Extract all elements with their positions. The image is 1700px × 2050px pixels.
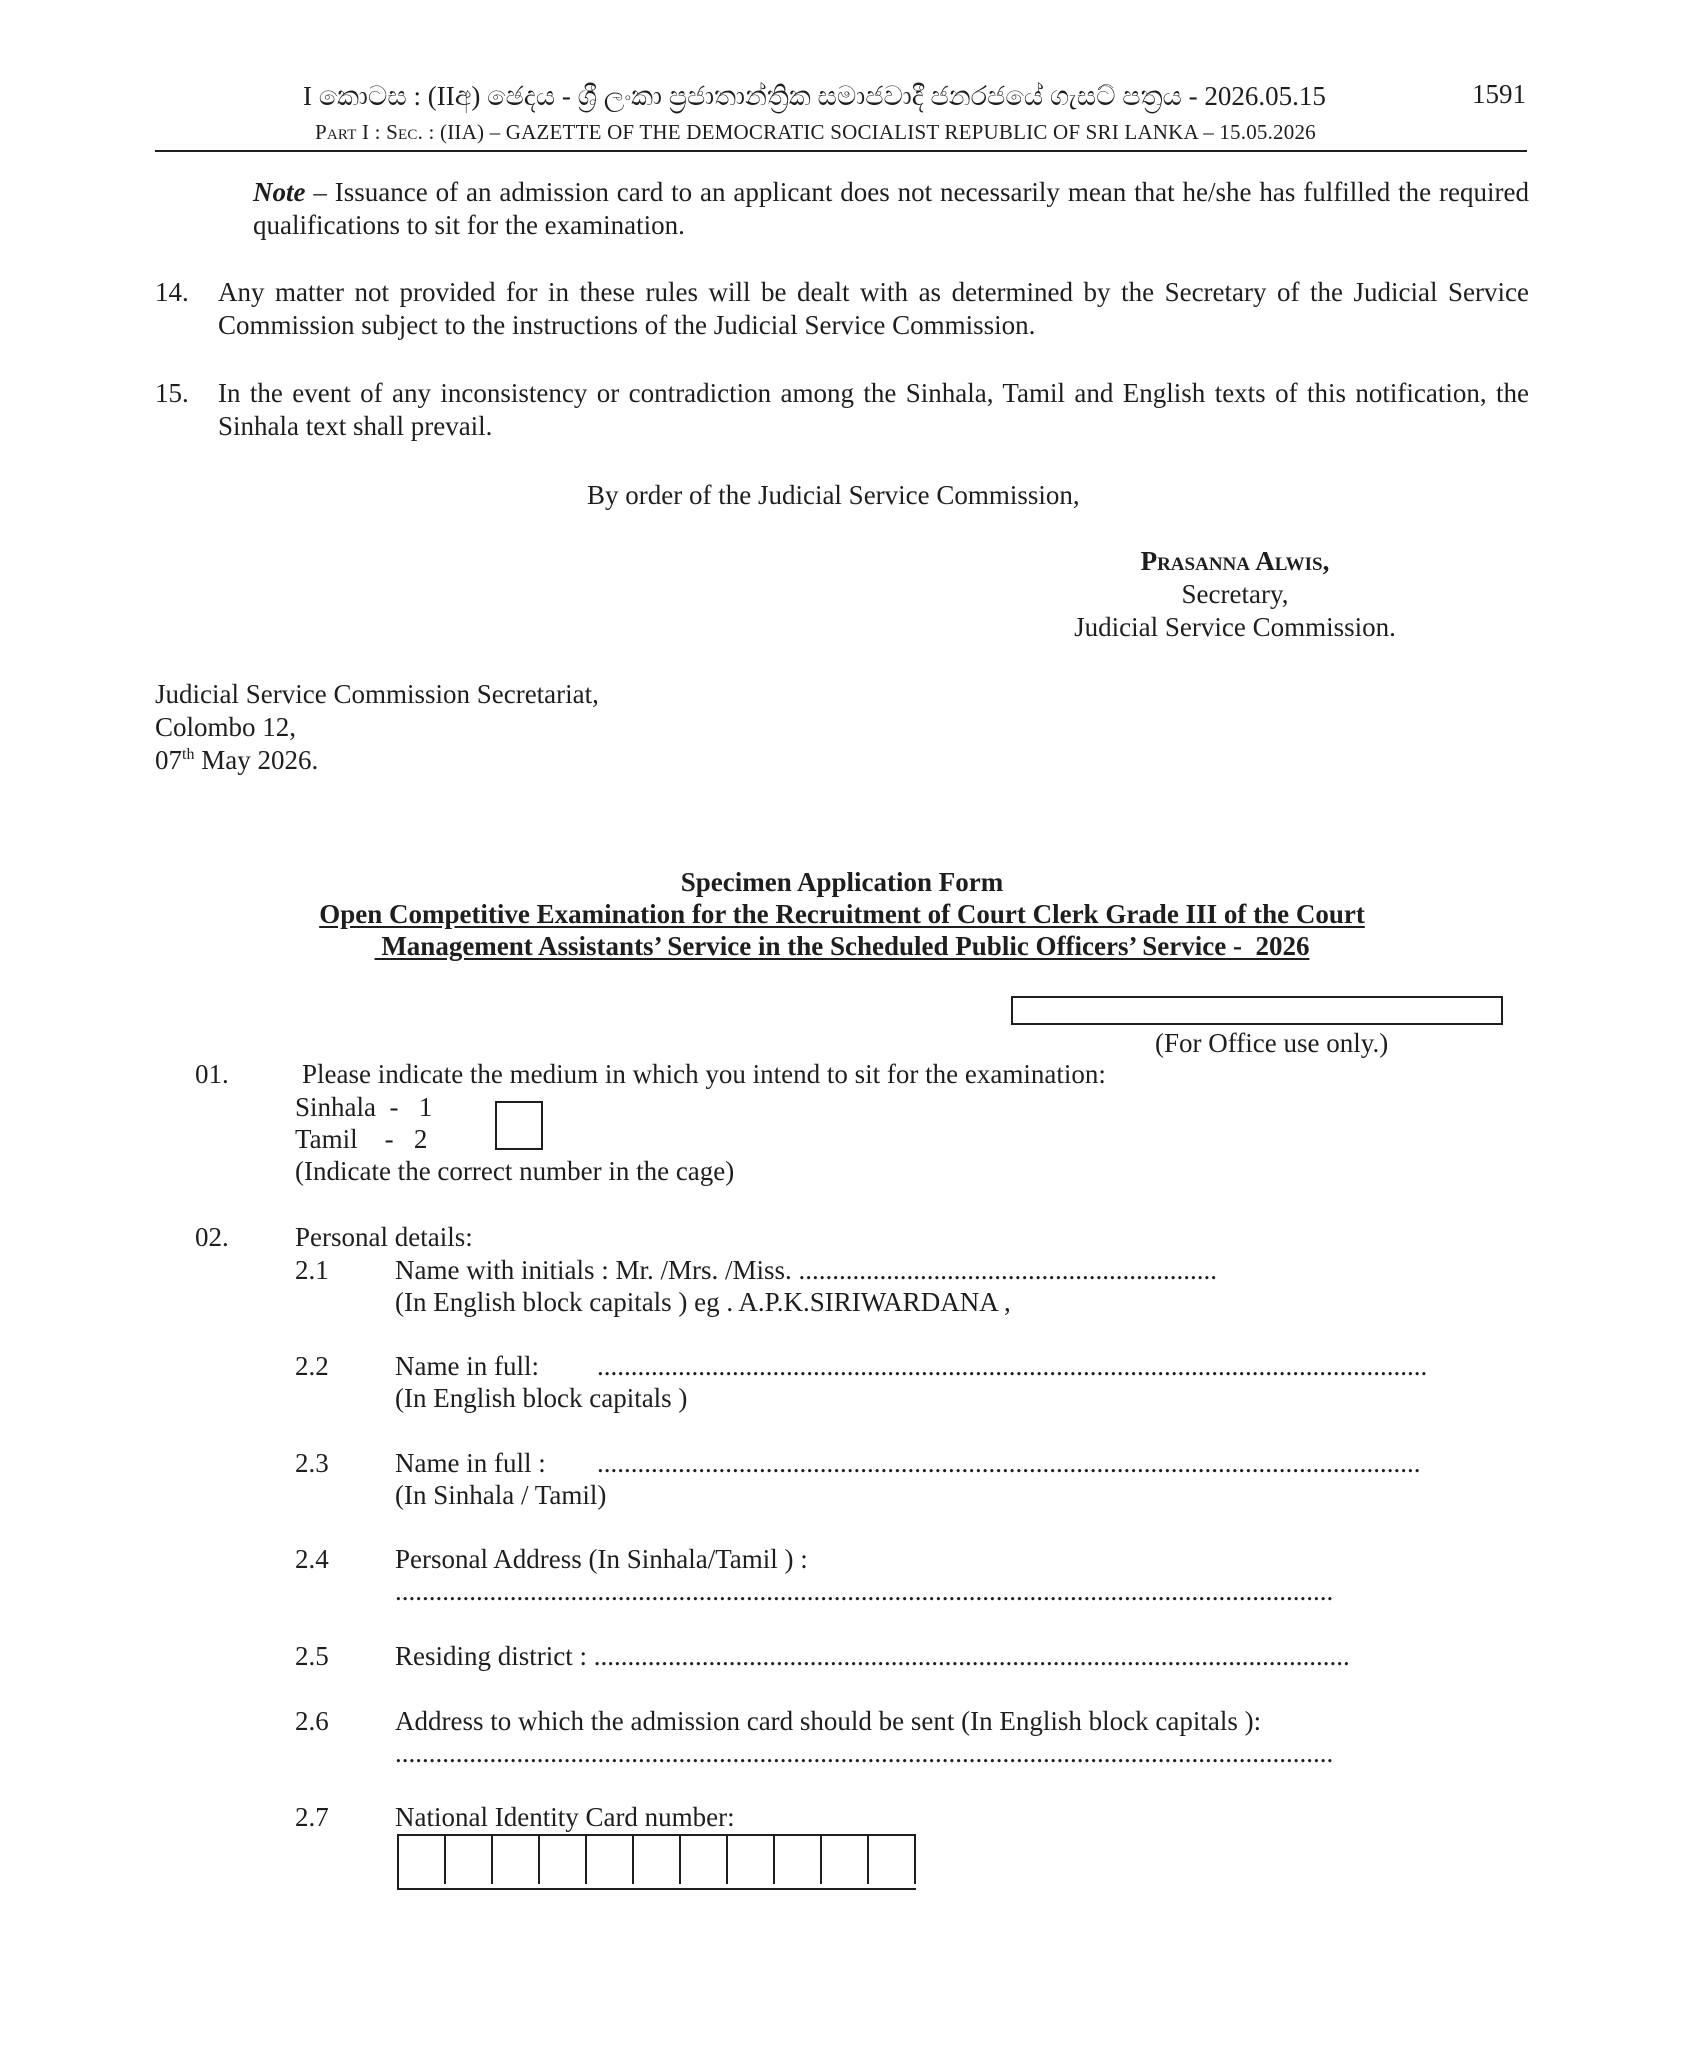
header-english-rest: : (IIA) – GAZETTE OF THE DEMOCRATIC SOCIALIST REPUBLIC OF SRI LANKA – 15.05.2026 [423,120,1316,144]
signatory-name: Prasanna Alwis, [1140,546,1330,576]
date-day: 07 [155,745,182,775]
nic-digit-cell[interactable] [399,1836,446,1884]
header-sec: Sec. [386,120,424,144]
signatory-organization: Judicial Service Commission. [1074,612,1396,642]
header-part: Part I [315,120,370,144]
q02-label: Personal details: [295,1222,473,1252]
item-2-3-sub: (In Sinhala / Tamil) [395,1480,607,1510]
item-2-5-number: 2.5 [295,1641,329,1671]
q01-option-sinhala: Sinhala - 1 [295,1092,433,1122]
signatory-title: Secretary, [1181,579,1289,609]
clause-14-text: Any matter not provided for in these rules will be dealt with as determined by the Secretary of the Judicial Service Commission subject to the instructions of the Judicial Service Commission. [218,277,1529,340]
item-2-2-sub: (In English block capitals ) [395,1383,688,1413]
date-suffix: th [182,746,195,763]
item-2-4-number: 2.4 [295,1544,329,1574]
item-2-3-text: Name in full : [395,1448,546,1478]
clause-15-number: 15. [155,378,189,408]
item-2-7-text: National Identity Card number: [395,1802,735,1832]
address-line-2: Colombo 12, [155,712,297,742]
q02-number: 02. [195,1222,229,1252]
item-2-3-number: 2.3 [295,1448,329,1478]
item-2-4-text: Personal Address (In Sinhala/Tamil ) : [395,1544,808,1574]
signatory-block [1030,545,1440,644]
nic-digit-cell[interactable] [728,1836,775,1884]
nic-digit-cell[interactable] [587,1836,634,1884]
q01-option-tamil: Tamil - 2 [295,1124,428,1154]
item-2-2-text: Name in full: [395,1351,539,1381]
medium-number-cage[interactable] [495,1101,543,1150]
item-2-2-dots[interactable]: ........................................................................................................................... [597,1351,1428,1381]
item-2-6-dots[interactable]: ........................................................................................................................................... [395,1738,1334,1768]
header-rule [155,150,1527,152]
q01-instruction: (Indicate the correct number in the cage) [295,1156,735,1186]
item-2-7-number: 2.7 [295,1802,329,1832]
q01-text: Please indicate the medium in which you intend to sit for the examination: [302,1059,1106,1089]
address-line-1: Judicial Service Commission Secretariat, [155,679,599,709]
nic-digit-cell[interactable] [681,1836,728,1884]
clause-15-text: In the event of any inconsistency or contradiction among the Sinhala, Tamil and English texts of this notification, the Sinhala text shall prevail. [218,378,1529,441]
header-sinhala-line: I කොටස : (IIඅ) ඡෙදය - ශ්‍රී ලංකා ප්‍රජාතාන්ත්‍රික සමාජවාදී ජනරජයේ ගැසට් පත්‍රය - 2026.05.15 [303,81,1326,111]
nic-digit-cell[interactable] [634,1836,681,1884]
nic-digit-cell[interactable] [822,1836,869,1884]
nic-digit-cell[interactable] [446,1836,493,1884]
item-2-2-number: 2.2 [295,1351,329,1381]
header-english-line [315,116,1316,149]
item-2-5-text[interactable]: Residing district : ................................................................................................................ [395,1641,1350,1671]
note-paragraph [253,176,1529,242]
address-block [155,678,599,777]
item-2-6-number: 2.6 [295,1706,329,1736]
nic-digit-cell[interactable] [775,1836,822,1884]
office-use-label: (For Office use only.) [1155,1028,1389,1058]
item-2-6-text: Address to which the admission card should be sent (In English block capitals ): [395,1706,1262,1736]
nic-digit-cell[interactable] [869,1836,916,1884]
by-order-line: By order of the Judicial Service Commission, [587,480,1080,510]
note-text: – Issuance of an admission card to an applicant does not necessarily mean that he/she has fulfilled the required qualifications to sit for the examination. [253,177,1529,240]
q01-number: 01. [195,1059,229,1089]
item-2-4-dots[interactable]: ........................................................................................................................................... [395,1576,1334,1606]
nic-digit-cell[interactable] [493,1836,540,1884]
nic-number-grid [397,1834,916,1890]
office-use-box[interactable] [1011,996,1503,1025]
note-label: Note [253,177,306,207]
clause-14-number: 14. [155,277,189,307]
item-2-1-text[interactable]: Name with initials : Mr. /Mrs. /Miss. .............................................................. [395,1255,1218,1285]
item-2-1-number: 2.1 [295,1255,329,1285]
nic-digit-cell[interactable] [540,1836,587,1884]
item-2-1-sub: (In English block capitals ) eg . A.P.K.SIRIWARDANA , [395,1287,1011,1317]
page-number: 1591 [1472,79,1526,109]
form-subtitle-line-1: Open Competitive Examination for the Recruitment of Court Clerk Grade III of the Court [319,899,1365,929]
form-subtitle-line-2: Management Assistants’ Service in the Scheduled Public Officers’ Service - 2026 [374,931,1310,961]
date-rest: May 2026. [194,745,319,775]
header-sec-prefix: : [369,120,387,144]
item-2-3-dots[interactable]: .......................................................................................................................... [597,1448,1421,1478]
address-date [155,744,599,777]
form-title: Specimen Application Form [680,867,1004,897]
